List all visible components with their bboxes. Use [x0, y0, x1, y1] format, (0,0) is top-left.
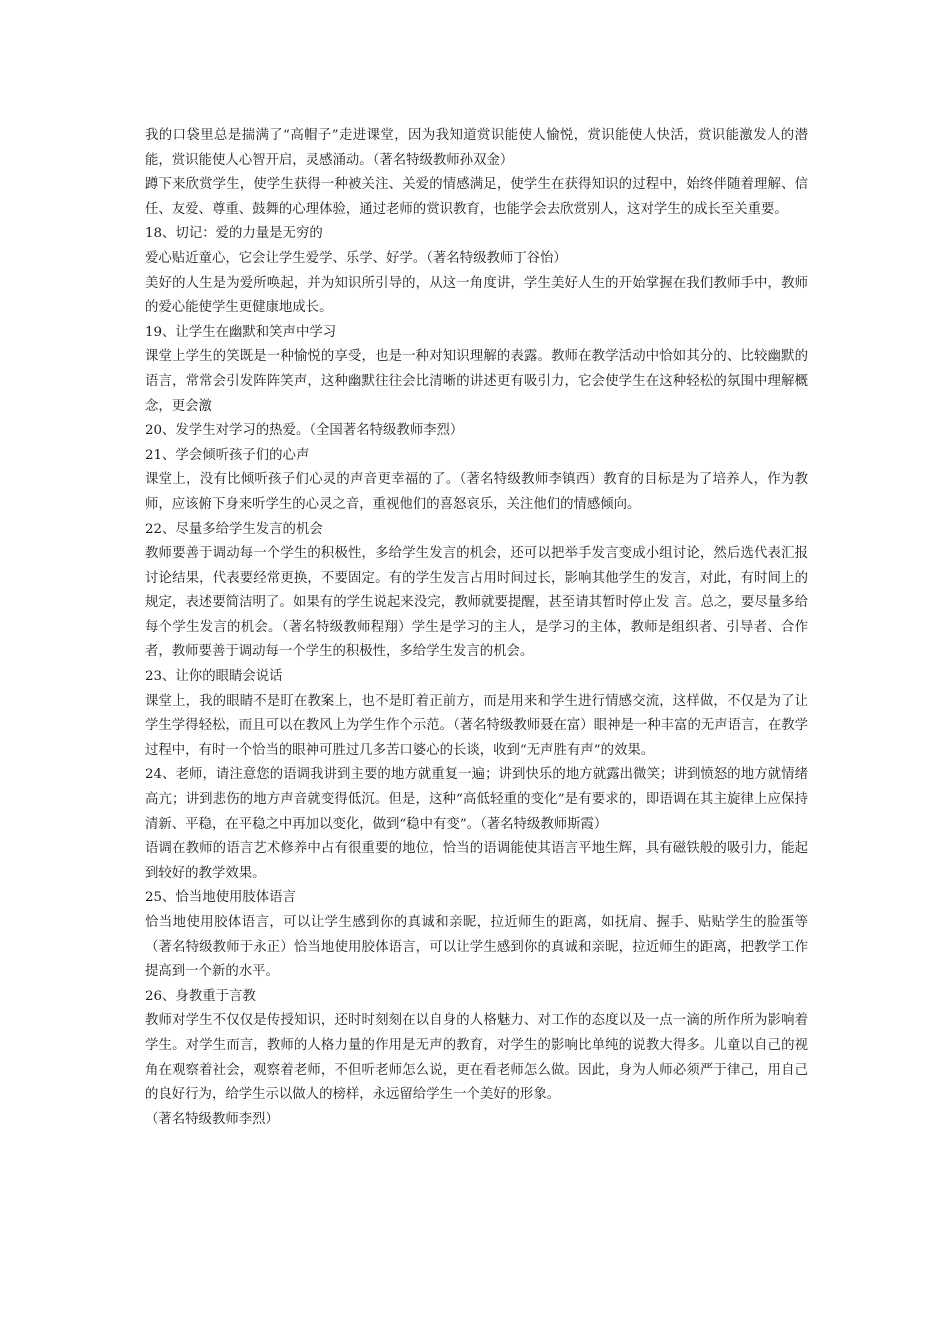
heading-26: 26、身教重于言教 — [145, 988, 256, 1004]
paragraph-appreciation: 我的口袋里总是揣满了“高帽子”走进课堂，因为我知道赏识能使人愉悦，赏识能使人快活，赏识能激发人的潜能，赏识能使人心智开启，灵感涌动。（著名特级教师孙双金） — [145, 128, 808, 168]
paragraph-love-heart: 爱心贴近童心，它会让学生爱学、乐学、好学。（著名特级教师丁谷怡） — [145, 250, 567, 266]
document-body — [145, 124, 808, 1132]
paragraph-attribution: （著名特级教师李烈） — [145, 1111, 279, 1127]
heading-22: 22、尽量多给学生发言的机会 — [145, 521, 323, 537]
paragraph-humor: 课堂上学生的笑既是一种愉悦的享受，也是一种对知识理解的表露。教师在教学活动中恰如其分的、比较幽默的语言，常常会引发阵阵笑声，这种幽默往往会比清晰的讲述更有吸引力，它会使学生在这种轻松的氛围中理解概念，更会激 — [145, 349, 808, 414]
heading-21: 21、学会倾听孩子们的心声 — [145, 447, 310, 463]
heading-23: 23、让你的眼睛会说话 — [145, 669, 283, 685]
paragraph-24-tone: 24、老师，请注意您的语调我讲到主要的地方就重复一遍；讲到快乐的地方就露出微笑；讲到愤怒的地方就情绪高亢；讲到悲伤的地方声音就变得低沉。但是，这种“高低轻重的变化”是有要求的，即语调在其主旋律上应保持清新、平稳，在平稳之中再加以变化，做到“稳中有变”。（著名特级教师斯霞） — [145, 767, 808, 832]
paragraph-tone-importance: 语调在教师的语言艺术修养中占有很重要的地位，恰当的语调能使其语言平地生辉，具有磁铁般的吸引力，能起到较好的教学效果。 — [145, 841, 808, 881]
paragraph-lead-by-example: 教师对学生不仅仅是传授知识，还时时刻刻在以自身的人格魅力、对工作的态度以及一点一滴的所作所为影响着学生。对学生而言，教师的人格力量的作用是无声的教育，对学生的影响比单纯的说教大得多。儿童以自己的视角在观察着社会，观察着老师，不但听老师怎么说，更在看老师怎么做。因此，身为人师必须严于律己，用自己的良好行为，给学生示以做人的榜样，永远留给学生一个美好的形象。 — [145, 1013, 808, 1103]
paragraph-beautiful-life: 美好的人生是为爱所唤起，并为知识所引导的，从这一角度讲，学生美好人生的开始掌握在我们教师手中，教师的爱心能使学生更健康地成长。 — [145, 275, 808, 316]
heading-20: 20、发学生对学习的热爱。（全国著名特级教师李烈） — [145, 423, 464, 439]
paragraph-eyes: 课堂上，我的眼睛不是盯在教案上，也不是盯着正前方，而是用来和学生进行情感交流，这样做，不仅是为了让学生学得轻松，而且可以在教风上为学生作个示范。（著名特级教师聂在富）眼神是一种丰富的无声语言，在教学过程中，有时一个恰当的眼神可胜过几多苦口婆心的长谈，收到“无声胜有声”的效果。 — [145, 693, 808, 758]
heading-19: 19、让学生在幽默和笑声中学习 — [145, 324, 337, 340]
paragraph-body-language: 恰当地使用胶体语言，可以让学生感到你的真诚和亲昵，拉近师生的距离，如抚肩、握手、贴贴学生的脸蛋等（著名特级教师于永正）恰当地使用胶体语言，可以让学生感到你的真诚和亲昵，拉近师生的距离，把教学工作提高到一个新的水平。 — [145, 915, 808, 980]
heading-25: 25、恰当地使用肢体语言 — [145, 890, 296, 906]
paragraph-appreciate-students: 蹲下来欣赏学生，使学生获得一种被关注、关爱的情感满足，使学生在获得知识的过程中，始终伴随着理解、信任、友爱、尊重、鼓舞的心理体验，通过老师的赏识教育，也能学会去欣赏别人，这对学生的成长至关重要。 — [145, 177, 808, 217]
paragraph-speaking-chances: 教师要善于调动每一个学生的积极性，多给学生发言的机会，还可以把举手发言变成小组讨论，然后选代表汇报讨论结果，代表要经常更换，不要固定。有的学生发言占用时间过长，影响其他学生的发言，对此，有时间上的规定，表述要简洁明了。如果有的学生说起来没完，教师就要提醒，甚至请其暂时停止发 言。总之，要尽量多给每个学生发言的机会。（著名特级教师程翔）学生是学习的主人，是学习的主体，教师是组织者、引导者、合作者，教师要善于调动每一个学生的积极性，多给学生发言的机会。 — [145, 546, 808, 660]
paragraph-listening: 课堂上，没有比倾听孩子们心灵的声音更幸福的了。（著名特级教师李镇西）教育的目标是为了培养人，作为教师，应该俯下身来听学生的心灵之音，重视他们的喜怒哀乐，关注他们的情感倾向。 — [145, 472, 808, 512]
heading-18: 18、切记：爱的力量是无穷的 — [145, 226, 323, 242]
